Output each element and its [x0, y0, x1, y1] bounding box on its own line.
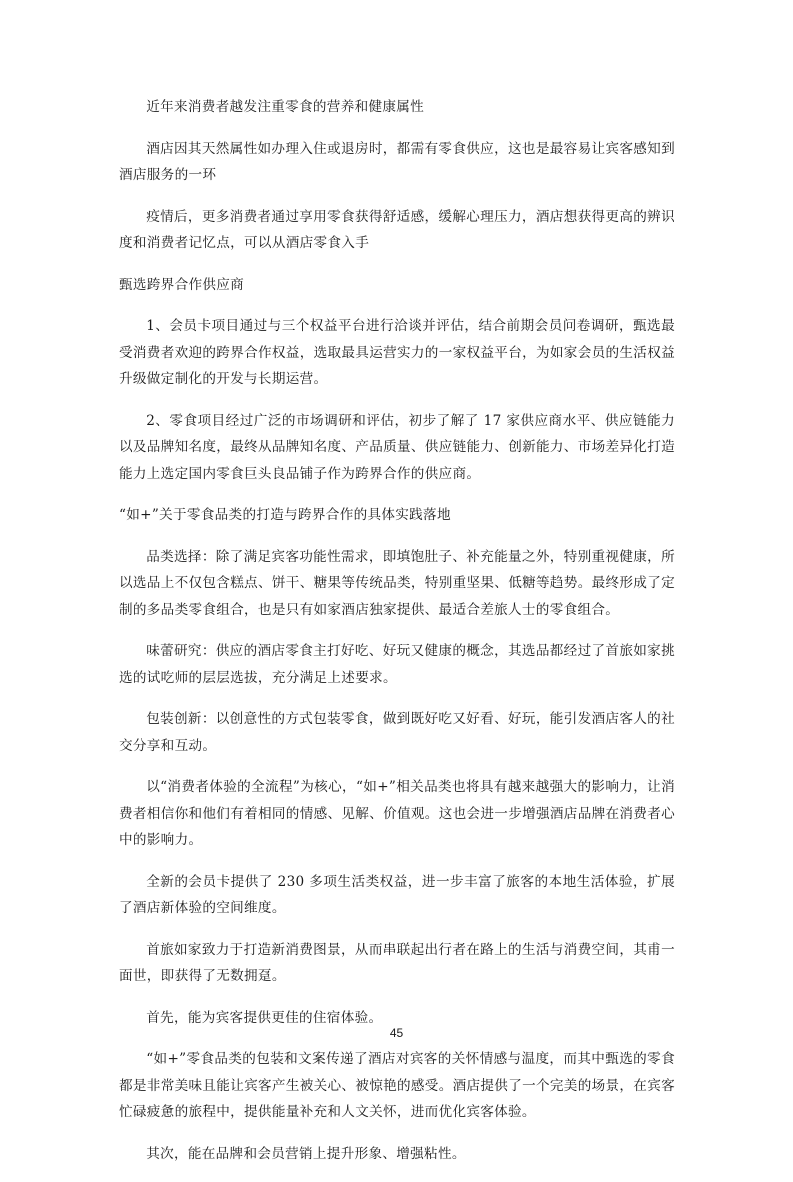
paragraph-2: 酒店因其天然属性如办理入住或退房时，都需有零食供应，这也是最容易让宾客感知到酒店服务的一环 [119, 140, 675, 183]
paragraph-15: “如+”零食品类的包装和文案传递了酒店对宾客的关怀情感与温度，而其中甄选的零食都是非常美味且能让宾客产生被关心、被惊艳的感受。酒店提供了一个完美的场景，在宾客忙碌疲惫的旅程中，提供能量补充和人文关怀，进而优化宾客体验。 [119, 1051, 675, 1120]
paragraph-1: 近年来消费者越发注重零食的营养和健康属性 [146, 99, 425, 115]
paragraph-10: 包装创新：以创意性的方式包装零食，做到既好吃又好看、好玩，能引发酒店客人的社交分享和互动。 [119, 711, 675, 754]
paragraph-12: 全新的会员卡提供了 230 多项生活类权益，进一步丰富了旅客的本地生活体验，扩展了酒店新体验的空间维度。 [119, 873, 675, 916]
paragraph-5: 1、会员卡项目通过与三个权益平台进行洽谈并评估，结合前期会员问卷调研，甄选最受消费者欢迎的跨界合作权益，选取最具运营实力的一家权益平台，为如家会员的生活权益升级做定制化的开发与长期运营。 [119, 318, 675, 387]
paragraph-3: 疫情后，更多消费者通过享用零食获得舒适感，缓解心理压力，酒店想获得更高的辨识度和消费者记忆点，可以从酒店零食入手 [119, 208, 675, 251]
paragraph-6: 2、零食项目经过广泛的市场调研和评估，初步了解了 17 家供应商水平、供应链能力以及品牌知名度，最终从品牌知名度、产品质量、供应链能力、创新能力、市场差异化打造能力上选定国内零食巨头良品铺子作为跨界合作的供应商。 [119, 412, 675, 482]
document-body [119, 94, 675, 1182]
paragraph-14: 首先，能为宾客提供更佳的住宿体验。 [146, 1009, 383, 1026]
paragraph-11: 以“消费者体验的全流程”为核心，“如+”相关品类也将具有越来越强大的影响力，让消费者相信你和他们有着相同的情感、见解、价值观。这也会进一步增强酒店品牌在消费者心中的影响力。 [119, 779, 675, 848]
paragraph-16: 其次，能在品牌和会员营销上提升形象、增强粘性。 [146, 1145, 466, 1162]
section-heading-supplier: 甄选跨界合作供应商 [119, 276, 245, 293]
paragraph-13: 首旅如家致力于打造新消费图景，从而串联起出行者在路上的生活与消费空间，其甫一面世，即获得了无数拥趸。 [119, 941, 675, 984]
section-heading-practice: “如+”关于零食品类的打造与跨界合作的具体实践落地 [119, 507, 451, 523]
page-number: 45 [389, 1026, 404, 1040]
paragraph-8: 品类选择：除了满足宾客功能性需求，即填饱肚子、补充能量之外，特别重视健康，所以选品上不仅包含糕点、饼干、糖果等传统品类，特别重坚果、低糖等趋势。最终形成了定制的多品类零食组合，也是只有如家酒店独家提供、最适合差旅人士的零食组合。 [119, 548, 675, 618]
paragraph-9: 味蕾研究：供应的酒店零食主打好吃、好玩又健康的概念，其选品都经过了首旅如家挑选的试吃师的层层选拔，充分满足上述要求。 [119, 643, 675, 686]
